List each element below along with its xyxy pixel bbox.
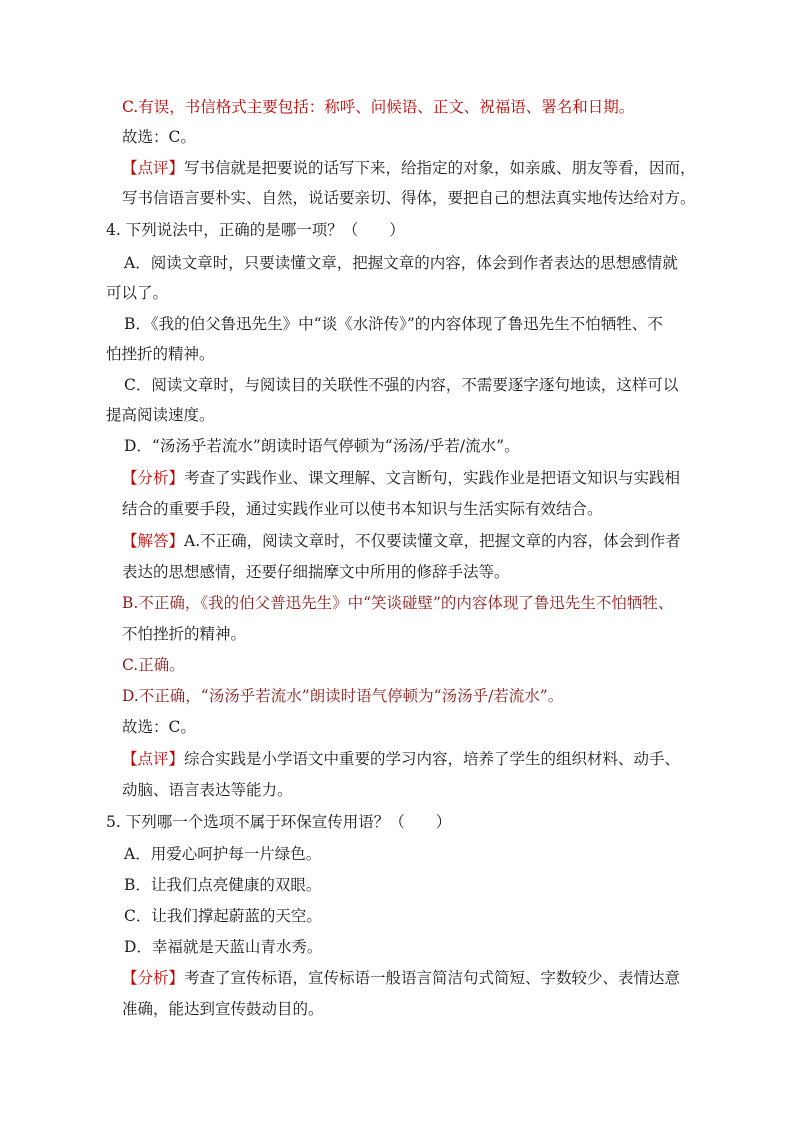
q4-comment-text-1: 综合实践是小学语文中重要的学习内容，培养了学生的组织材料、动手、: [184, 750, 681, 768]
q5-option-b: B．让我们点亮健康的双眼。: [124, 876, 322, 894]
q5-option-a: A．用爱心呵护每一片绿色。: [124, 845, 322, 863]
q4-analysis-line-2: 结合的重要手段，通过实践作业可以使书本知识与生活实际有效结合。: [122, 500, 603, 518]
q4-option-a-line-2: 可以了。: [106, 284, 169, 302]
q4-analysis-line-1: [122, 468, 680, 488]
solution-tag: 【解答】: [122, 532, 185, 550]
q4-option-c-line-1: C．阅读文章时，与阅读目的关联性不强的内容，不需要逐字逐句地读，这样可以: [124, 376, 679, 394]
q4-solution-text-1: A.不正确，阅读文章时，不仅要读懂文章，把握文章的内容，体会到作者: [184, 532, 681, 550]
q4-option-a-line-1: A．阅读文章时，只要读懂文章，把握文章的内容，体会到作者表达的思想感情就: [124, 254, 678, 272]
q3-comment-line-2: 写书信语言要朴实、自然，说话要亲切、得体，要把自己的想法真实地传达给对方。: [122, 189, 696, 207]
q4-option-b-line-2: 怕挫折的精神。: [106, 345, 215, 363]
q5-analysis-line-1: [122, 968, 680, 988]
q5-option-c: C．让我们撑起蔚蓝的天空。: [124, 907, 322, 925]
q5-option-d: D．幸福就是天蓝山青水秀。: [124, 938, 323, 956]
q4-b-explanation-line-2: 不怕挫折的精神。: [122, 625, 247, 643]
q4-d-explanation: D.不正确，“汤汤乎若流水”朗读时语气停顿为“汤汤乎/若流水”。: [122, 687, 564, 705]
analysis-tag: 【分析】: [122, 469, 185, 487]
comment-tag: 【点评】: [122, 159, 185, 177]
q4-comment-line-1: [122, 749, 680, 769]
q5-analysis-line-2: 准确，能达到宣传鼓动目的。: [122, 1000, 324, 1018]
q3-option-c-explanation: C.有误，书信格式主要包括：称呼、问候语、正文、祝福语、署名和日期。: [122, 98, 635, 116]
q4-c-explanation: C.正确。: [122, 656, 185, 674]
q4-option-b-line-1: B．《我的伯父鲁迅先生》中“谈《水浒传》”的内容体现了鲁迅先生不怕牺牲、不: [124, 315, 663, 333]
q3-comment-text-1: 写书信就是把要说的话写下来，给指定的对象，如亲戚、朋友等看，因而，: [184, 159, 696, 177]
q5-stem: 5. 下列哪一个选项不属于环保宣传用语？（ ）: [106, 813, 452, 831]
q4-answer: 故选：C。: [122, 718, 196, 736]
q4-analysis-text-1: 考查了实践作业、课文理解、文言断句，实践作业是把语文知识与实践相: [184, 469, 681, 487]
q4-solution-line-1: [122, 531, 681, 551]
q3-answer: 故选：C。: [122, 128, 196, 146]
q4-option-c-line-2: 提高阅读速度。: [106, 406, 215, 424]
q4-stem: 4. 下列说法中，正确的是哪一项？（ ）: [106, 221, 405, 239]
q4-comment-line-2: 动脑、语言表达等能力。: [122, 781, 293, 799]
q5-analysis-text-1: 考查了宣传标语，宣传标语一般语言简洁句式简短、字数较少、表情达意: [184, 969, 681, 987]
q4-option-d: D．“汤汤乎若流水”朗读时语气停顿为“汤汤/乎若/流水”。: [124, 437, 520, 455]
q3-comment-line-1: [122, 158, 696, 178]
q4-b-explanation-line-1: B.不正确，《我的伯父普迅先生》中“笑谈碰壁”的内容体现了鲁迅先生不怕牺牲、: [122, 594, 674, 612]
q4-solution-line-2: 表达的思想感情，还要仔细揣摩文中所用的修辞手法等。: [122, 563, 510, 581]
analysis-tag: 【分析】: [122, 969, 185, 987]
comment-tag: 【点评】: [122, 750, 185, 768]
